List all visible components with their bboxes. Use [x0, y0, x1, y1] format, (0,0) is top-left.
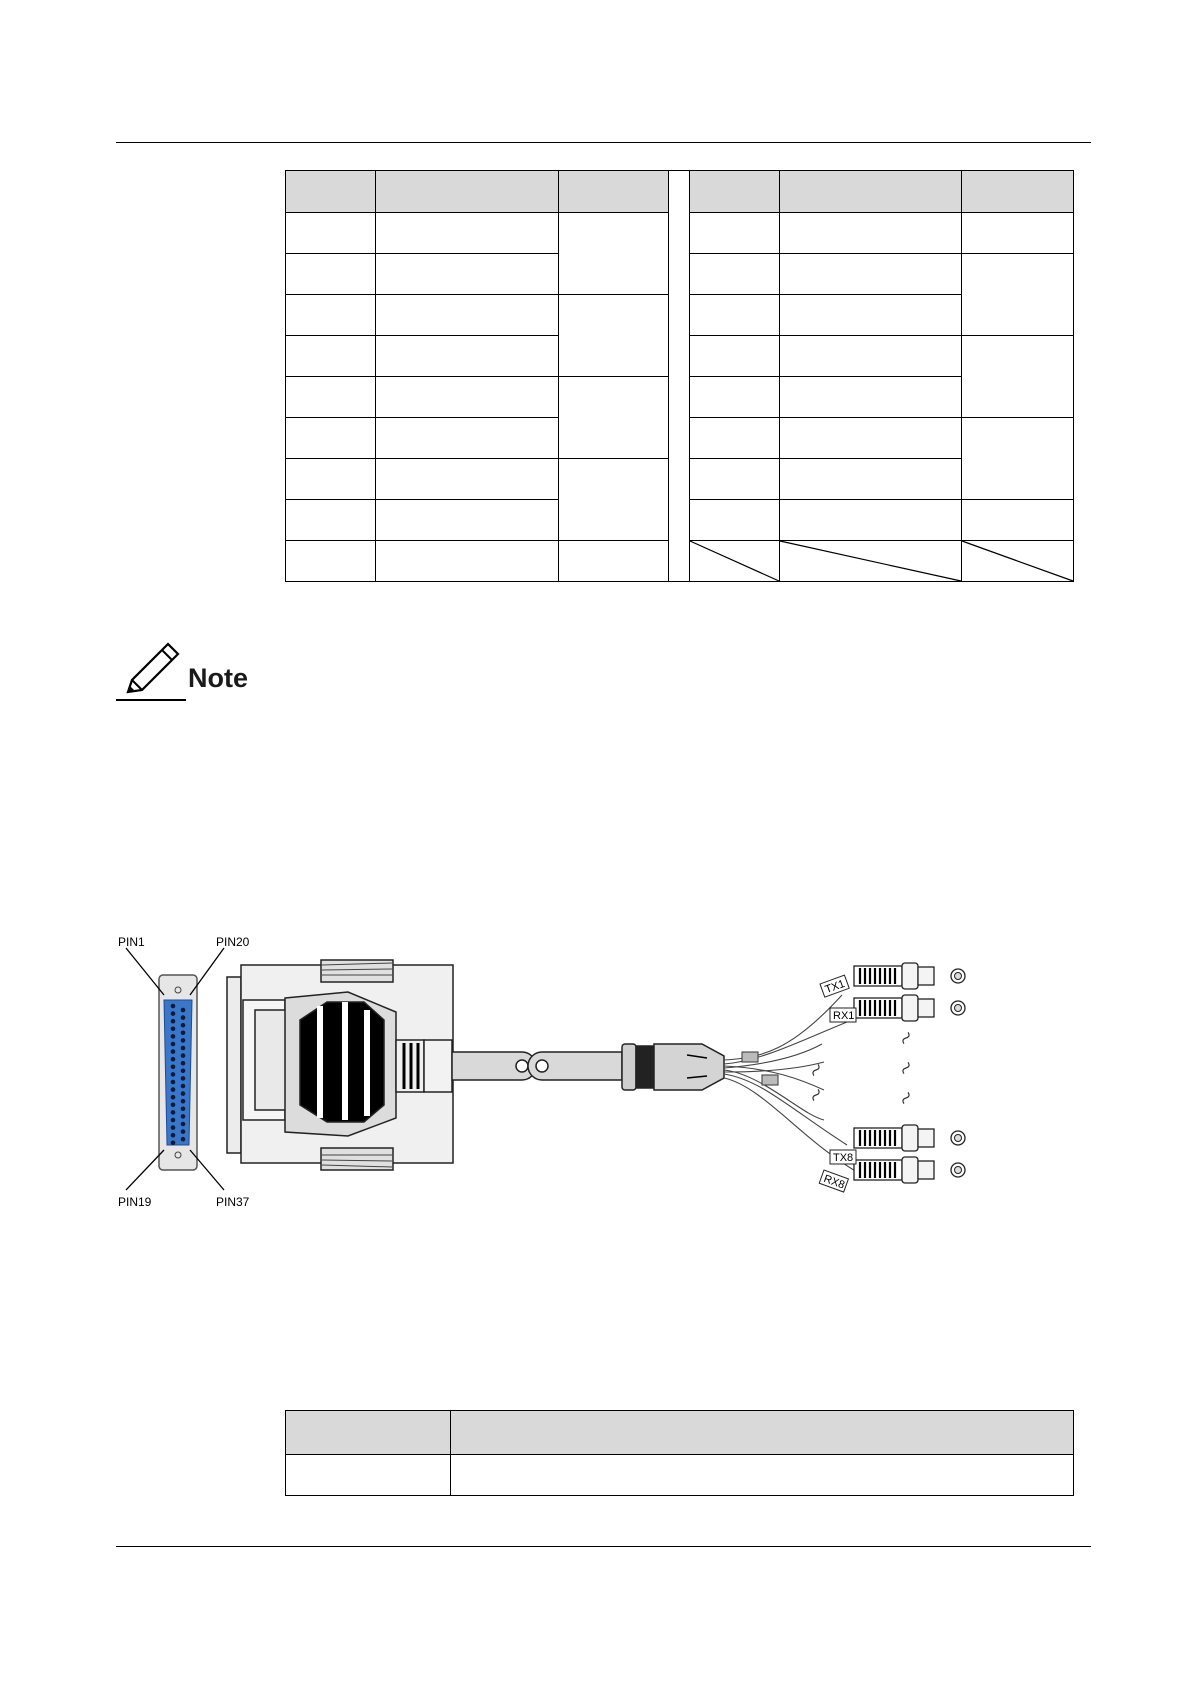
header-cell — [962, 171, 1074, 213]
pin-label: PIN19 — [118, 1194, 152, 1209]
continuation-marks — [812, 1032, 910, 1105]
pin-dot — [181, 1053, 186, 1058]
pin-dot — [171, 1141, 176, 1146]
pin-dot — [171, 1011, 176, 1016]
pin-dot — [171, 1057, 176, 1062]
pin-dot — [181, 1069, 186, 1074]
header-cell — [451, 1411, 1074, 1455]
header-cell — [690, 171, 780, 213]
header-cell — [559, 171, 669, 213]
pin-dot — [171, 1049, 176, 1054]
pencil-icon — [116, 640, 188, 702]
connector-label: RX8 — [822, 1172, 847, 1192]
note-callout — [116, 640, 266, 702]
bnc-connector — [854, 995, 965, 1021]
table-header-row — [286, 1411, 1074, 1455]
pin-dot — [181, 1008, 186, 1013]
note-label: Note — [188, 663, 248, 693]
pin-dot — [171, 1080, 176, 1085]
connector-label: TX1 — [823, 977, 847, 997]
bnc-connectors — [854, 963, 965, 1183]
table-header-row — [286, 171, 1074, 213]
header-cell — [376, 171, 559, 213]
pin-dot — [171, 1072, 176, 1077]
pin-dot — [181, 1061, 186, 1066]
db37-face-view — [126, 948, 224, 1190]
cable-figure — [112, 935, 1072, 1209]
pin-dot — [181, 1129, 186, 1134]
table-gap — [669, 171, 690, 582]
pin-dot — [171, 1087, 176, 1092]
pin-dot — [171, 1103, 176, 1108]
pin-assignment-table — [285, 170, 1074, 582]
pin-label: PIN1 — [118, 935, 145, 949]
pin-dot — [181, 1046, 186, 1051]
pin-dot — [181, 1114, 186, 1119]
pin-label: PIN20 — [216, 935, 250, 949]
empty-diagonal-cell — [690, 541, 780, 582]
pin-label: PIN37 — [216, 1194, 250, 1209]
bnc-connector — [854, 963, 965, 989]
pin-dot — [171, 1042, 176, 1047]
header-rule — [116, 142, 1091, 143]
pin-dot — [181, 1137, 186, 1142]
header-cell — [286, 171, 376, 213]
pin-dot — [181, 1076, 186, 1081]
pin-dot — [171, 1027, 176, 1032]
bnc-connector — [854, 1157, 965, 1183]
pin-dot — [181, 1084, 186, 1089]
connector-label: RX1 — [833, 1010, 855, 1022]
pin-dot — [171, 1065, 176, 1070]
description-table — [285, 1410, 1074, 1496]
cable — [452, 1044, 724, 1090]
header-cell — [286, 1411, 451, 1455]
pin-dot — [171, 1125, 176, 1130]
pin-dot — [181, 1038, 186, 1043]
pin-dot — [181, 1091, 186, 1096]
connector-label: TX8 — [833, 1152, 854, 1164]
pin-dot — [181, 1023, 186, 1028]
table-row — [286, 1455, 1074, 1496]
pin-dot — [171, 1034, 176, 1039]
pin-dot — [171, 1095, 176, 1100]
pin-dot — [171, 1004, 176, 1009]
bnc-connector — [854, 1125, 965, 1151]
pin-dot — [171, 1110, 176, 1115]
footer-rule — [116, 1546, 1091, 1547]
empty-diagonal-cell — [780, 541, 962, 582]
header-cell — [780, 171, 962, 213]
pin-dot — [171, 1133, 176, 1138]
pin-dot — [171, 1019, 176, 1024]
pin-dot — [181, 1099, 186, 1104]
pin-dot — [181, 1122, 186, 1127]
pin-dot — [171, 1118, 176, 1123]
empty-diagonal-cell — [962, 541, 1074, 582]
db37-connector-body — [227, 960, 453, 1170]
pin-dot — [181, 1107, 186, 1112]
pin-dot — [181, 1031, 186, 1036]
pin-dot — [181, 1015, 186, 1020]
